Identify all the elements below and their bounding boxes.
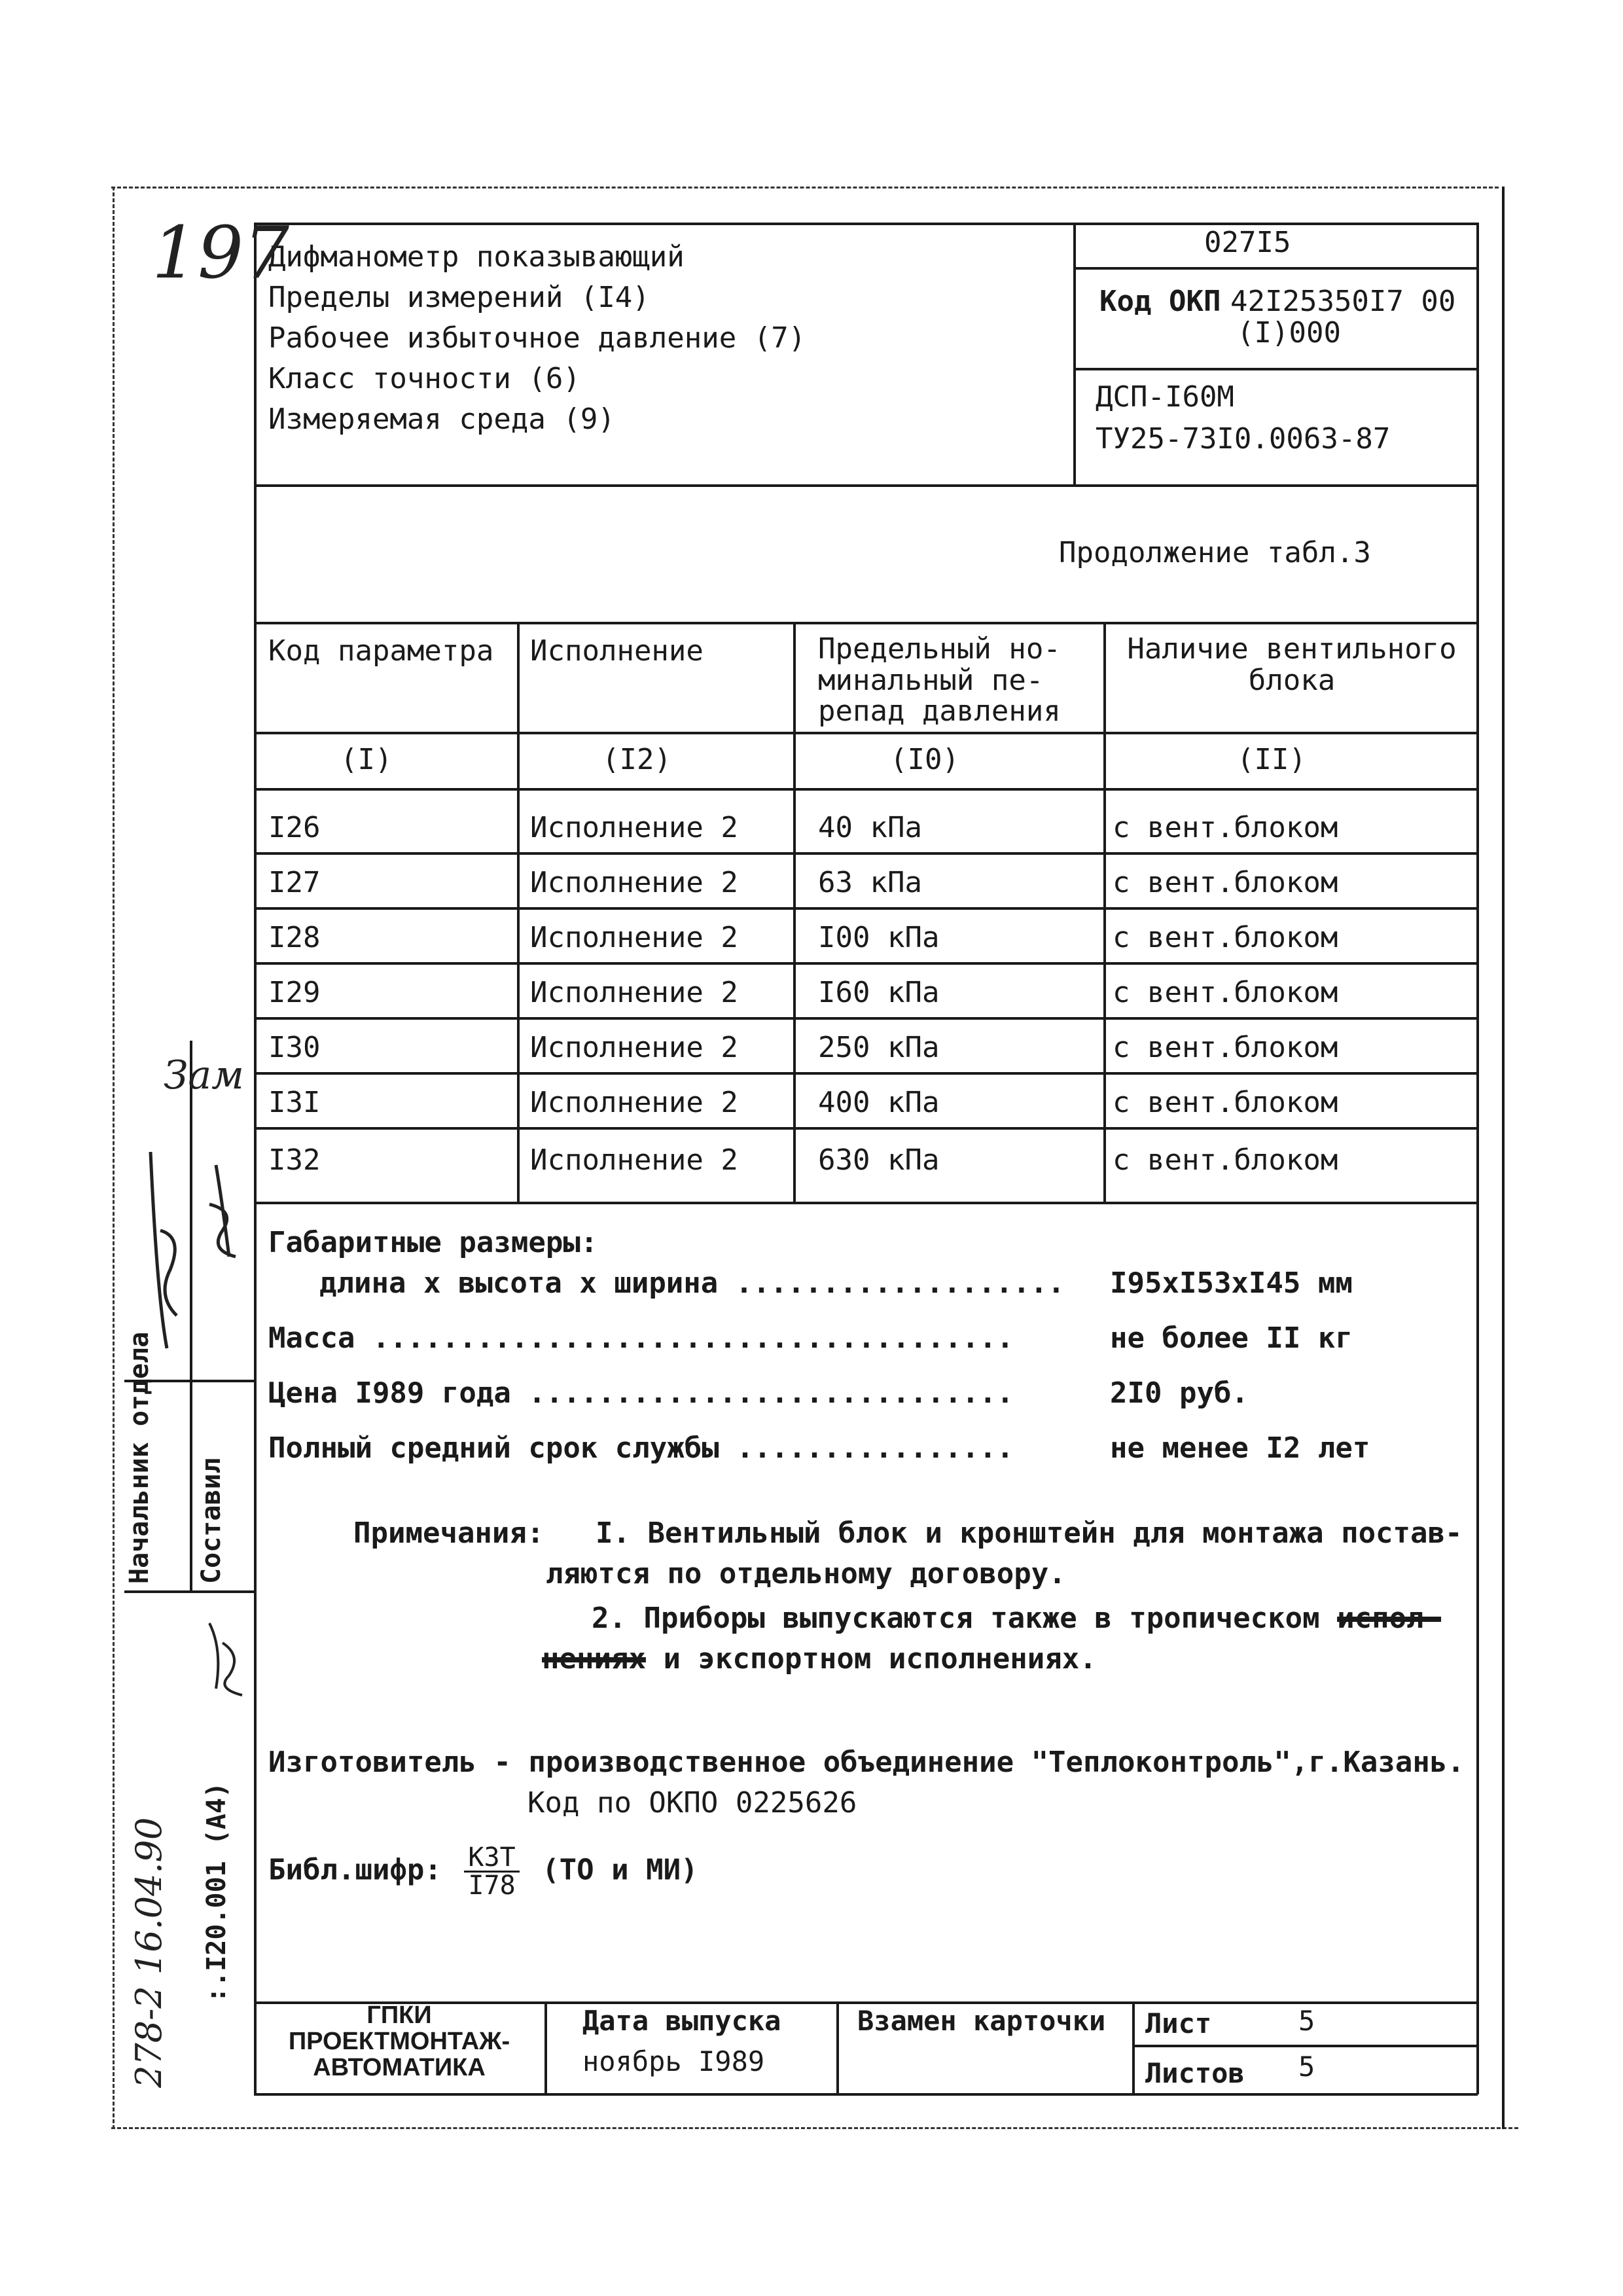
tech-spec: ТУ25-73I0.0063-87: [1096, 422, 1391, 456]
row-line: [254, 1127, 1478, 1130]
row-line: [254, 1072, 1478, 1075]
row-4-code: I29: [268, 976, 321, 1009]
table-col-divider: [1103, 622, 1106, 1202]
frame-bottom-edge: [111, 2127, 1518, 2129]
replace-label: Взамен карточки: [857, 2005, 1106, 2037]
service-life-label: Полный средний срок службы ................: [268, 1431, 1014, 1465]
org-line-1: ГПКИ: [366, 2001, 432, 2029]
col-header-pressure: [818, 634, 1061, 727]
row-5-code: I30: [268, 1031, 321, 1064]
row-line: [254, 962, 1478, 965]
card-right-line: [1476, 223, 1479, 2094]
row-1-pressure: 40 кПа: [818, 811, 922, 844]
col-header-pressure-line-3: репад давления: [818, 694, 1061, 728]
col-code-1: (I): [340, 743, 393, 776]
manufacturer-line-1: Изготовитель - производственное объединение "Теплоконтроль",г.Казань.: [268, 1746, 1465, 1779]
row-5-pressure: 250 кПа: [818, 1031, 940, 1064]
header-line-2: Пределы измерений (I4): [268, 281, 650, 314]
page-number: 197: [152, 211, 289, 295]
row-3-version: Исполнение 2: [530, 921, 738, 954]
sheets-label: Листов: [1145, 2057, 1245, 2089]
sheet-label: Лист: [1145, 2007, 1212, 2039]
row-1-valve: с вент.блоком: [1113, 811, 1338, 844]
table-col-divider: [517, 622, 520, 1202]
org-line-2: ПРОЕКТМОНТАЖ-: [288, 2027, 510, 2055]
head-of-department-label: Начальник отдела: [124, 1331, 154, 1584]
okp-label: Код ОКП: [1099, 285, 1221, 318]
col-header-pressure-line-2: минальный пе-: [818, 663, 1044, 697]
org-line-3: АВТОМАТИКА: [313, 2053, 486, 2081]
row-1-version: Исполнение 2: [530, 811, 738, 844]
note-2-line-2: [542, 1643, 1097, 1676]
sheet-value: 5: [1298, 2005, 1315, 2037]
sheets-value: 5: [1298, 2051, 1315, 2083]
row-4-version: Исполнение 2: [530, 976, 738, 1009]
table-header-line: [254, 732, 1478, 734]
header-divider: [1073, 223, 1076, 484]
card-number: 027I5: [1204, 226, 1291, 259]
row-3-code: I28: [268, 921, 321, 954]
table-top-line: [254, 622, 1478, 624]
service-life-value: не менее I2 лет: [1110, 1431, 1370, 1465]
note-2-line-1-text: 2. Приборы выпускаются также в тропическом: [592, 1602, 1320, 1635]
row-4-pressure: I60 кПа: [818, 976, 940, 1009]
dimensions-title: Габаритные размеры:: [268, 1226, 598, 1259]
row-5-version: Исполнение 2: [530, 1031, 738, 1064]
note-2-line-2-text: и экспортном исполнениях.: [663, 1642, 1097, 1676]
col-header-code: Код параметра: [268, 634, 494, 668]
row-4-valve: с вент.блоком: [1113, 976, 1338, 1009]
header-line-1: Дифманометр показывающий: [268, 240, 685, 274]
compiled-by-label: Составил: [196, 1458, 226, 1584]
col-code-2: (I2): [602, 743, 671, 776]
col-code-3: (I0): [890, 743, 959, 776]
row-3-valve: с вент.блоком: [1113, 921, 1338, 954]
row-6-version: Исполнение 2: [530, 1086, 738, 1119]
note-1-line-2: ляются по отдельному договору.: [546, 1557, 1066, 1590]
initials-mark: [196, 1617, 255, 1702]
document-code: :.I20.001 (А4): [202, 1782, 232, 2003]
table-col-divider: [793, 622, 796, 1202]
row-7-code: I32: [268, 1143, 321, 1177]
note-2-line-1: [592, 1602, 1441, 1636]
issue-label: Дата выпуска: [582, 2005, 781, 2037]
row-1-code: I26: [268, 811, 321, 844]
row-7-valve: с вент.блоком: [1113, 1143, 1338, 1177]
price-label: Цена I989 года ............................: [268, 1376, 1014, 1410]
col-header-pressure-line-1: Предельный но-: [818, 632, 1061, 666]
header-bottom-line: [254, 484, 1478, 487]
row-7-pressure: 630 кПа: [818, 1143, 940, 1177]
margin-table-bottom: [124, 1590, 255, 1593]
card-number-line: [1073, 267, 1478, 270]
table-bottom-line: [254, 1202, 1478, 1204]
row-line: [254, 1017, 1478, 1020]
mass-label: Масса .....................................: [268, 1321, 1014, 1355]
header-line-5: Измеряемая среда (9): [268, 403, 615, 436]
card-top-line: [254, 223, 1478, 225]
manufacturer-okpo: Код по ОКПО 0225626: [527, 1786, 857, 1820]
continuation-title: Продолжение табл.3: [1059, 536, 1371, 569]
organization-name: [257, 2003, 542, 2081]
card-bottom-line: [254, 2093, 1478, 2096]
library-cipher: [268, 1844, 698, 1899]
col-header-version: Исполнение: [530, 634, 704, 668]
note-1-line-1: I. Вентильный блок и кронштейн для монтажа постав-: [596, 1516, 1463, 1550]
row-6-code: I3I: [268, 1086, 321, 1119]
okp-bottom-line: [1073, 368, 1478, 370]
row-6-pressure: 400 кПа: [818, 1086, 940, 1119]
library-denominator: I78: [468, 1871, 516, 1901]
footer-divider: [836, 2001, 839, 2093]
library-suffix: (ТО и МИ): [542, 1853, 698, 1887]
row-7-version: Исполнение 2: [530, 1143, 738, 1177]
row-6-valve: с вент.блоком: [1113, 1086, 1338, 1119]
library-fraction: [464, 1844, 519, 1899]
frame-top-edge: [111, 187, 1499, 188]
row-2-valve: с вент.блоком: [1113, 866, 1338, 899]
library-label: Библ.шифр:: [268, 1853, 442, 1887]
okp-code-suffix: (I)000: [1237, 316, 1341, 350]
dimensions-value: I95хI53хI45 мм: [1110, 1266, 1353, 1300]
dimensions-label: длина х высота х ширина ...................: [319, 1266, 1065, 1300]
note-2-struck-word-2: нениях: [542, 1642, 646, 1676]
price-value: 2I0 руб.: [1110, 1376, 1249, 1410]
row-3-pressure: I00 кПа: [818, 921, 940, 954]
row-5-valve: с вент.блоком: [1113, 1031, 1338, 1064]
row-2-code: I27: [268, 866, 321, 899]
frame-right-edge: [1502, 187, 1505, 2129]
row-2-version: Исполнение 2: [530, 866, 738, 899]
model-name: ДСП-I60М: [1096, 380, 1234, 414]
issue-date: ноябрь I989: [582, 2045, 765, 2077]
handwritten-zam: Зам: [164, 1052, 244, 1098]
row-2-pressure: 63 кПа: [818, 866, 922, 899]
notes-label: Примечания:: [353, 1516, 544, 1550]
col-header-valve-line-1: Наличие вентильного: [1127, 632, 1457, 666]
row-line: [254, 852, 1478, 855]
col-code-4: (II): [1237, 743, 1306, 776]
handwritten-registration: 278-2 16.04.90: [128, 1817, 169, 2088]
row-line: [254, 907, 1478, 910]
footer-sheet-line: [1132, 2045, 1478, 2047]
note-2-struck-word-1: испол-: [1337, 1602, 1442, 1635]
header-line-4: Класс точности (6): [268, 362, 580, 395]
table-codes-line: [254, 788, 1478, 791]
frame-left-edge: [113, 187, 115, 2129]
mass-value: не более II кг: [1110, 1321, 1353, 1355]
col-header-valve-line-2: блока: [1248, 663, 1336, 697]
library-numerator: КЗТ: [464, 1844, 519, 1873]
okp-code: 42I25350I7 00: [1230, 285, 1456, 318]
footer-divider: [544, 2001, 547, 2093]
footer-divider: [1132, 2001, 1135, 2093]
col-header-valve: [1113, 634, 1471, 696]
header-line-3: Рабочее избыточное давление (7): [268, 321, 806, 355]
